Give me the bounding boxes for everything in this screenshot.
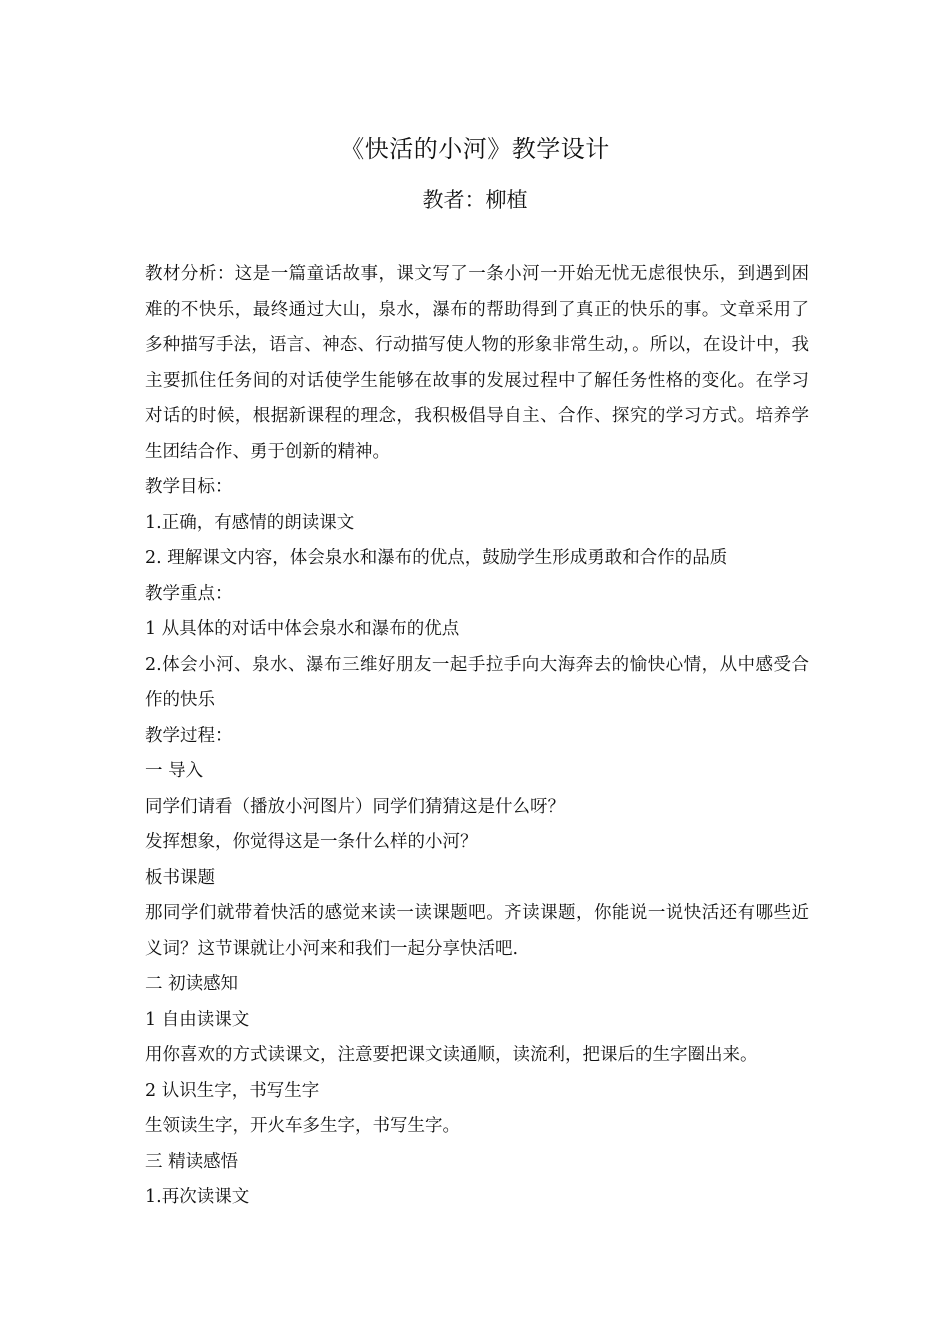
intro-line-2: 发挥想象，你觉得这是一条什么样的小河？ (145, 832, 478, 852)
goal-item-2: 2. 理解课文内容，体会泉水和瀑布的优点，鼓励学生形成勇敢和合作的品质 (145, 548, 728, 568)
first-reading-step-2: 2 认识生字，书写生字 (145, 1080, 320, 1101)
focus-item-1: 1 从具体的对话中体会泉水和瀑布的优点 (145, 619, 460, 639)
intro-line-1: 同学们请看（播放小河图片）同学们猜猜这是什么呀？ (145, 796, 565, 817)
close-reading-step-1: 1.再次读课文 (145, 1187, 250, 1207)
heading-teaching-goals: 教学目标： (145, 477, 233, 497)
section-introduction: 一 导入 (145, 761, 204, 781)
first-reading-text-2: 生领读生字，开火车多生字，书写生字。 (145, 1116, 460, 1136)
document-author: 教者：柳植 (422, 188, 528, 212)
section-close-reading: 三 精读感悟 (145, 1151, 239, 1172)
document-title: 《快活的小河》教学设计 (340, 135, 610, 163)
heading-teaching-process: 教学过程： (145, 725, 233, 746)
document-body (145, 257, 809, 1216)
intro-line-3: 板书课题 (145, 867, 215, 888)
focus-item-2: 2.体会小河、泉水、瀑布三维好朋友一起手拉手向大海奔去的愉快心情，从中感受合作的快乐 (145, 654, 809, 710)
first-reading-step-1: 1 自由读课文 (145, 1009, 250, 1030)
goal-item-1: 1.正确，有感情的朗读课文 (145, 512, 355, 533)
paragraph-material-analysis: 教材分析：这是一篇童话故事，课文写了一条小河一开始无忧无虑很快乐，到遇到困难的不快乐，最终通过大山，泉水，瀑布的帮助得到了真正的快乐的事。文章采用了多种描写手法，语言、神态、行动描写使人物的形象非常生动，。所以，在设计中，我主要抓住任务间的对话使学生能够在故事的发展过程中了解任务性格的变化。在学习对话的时候，根据新课程的理念，我积极倡导自主、合作、探究的学习方式。培养学生团结合作、勇于创新的精神。 (145, 264, 809, 462)
section-first-reading: 二 初读感知 (145, 974, 239, 994)
first-reading-text-1: 用你喜欢的方式读课文，注意要把课文读通顺，读流利，把课后的生字圈出来。 (145, 1045, 758, 1065)
intro-line-4: 那同学们就带着快活的感觉来读一读课题吧。齐读课题，你能说一说快活还有哪些近义词？这节课就让小河来和我们一起分享快活吧. (145, 903, 809, 959)
heading-teaching-focus: 教学重点： (145, 583, 233, 604)
